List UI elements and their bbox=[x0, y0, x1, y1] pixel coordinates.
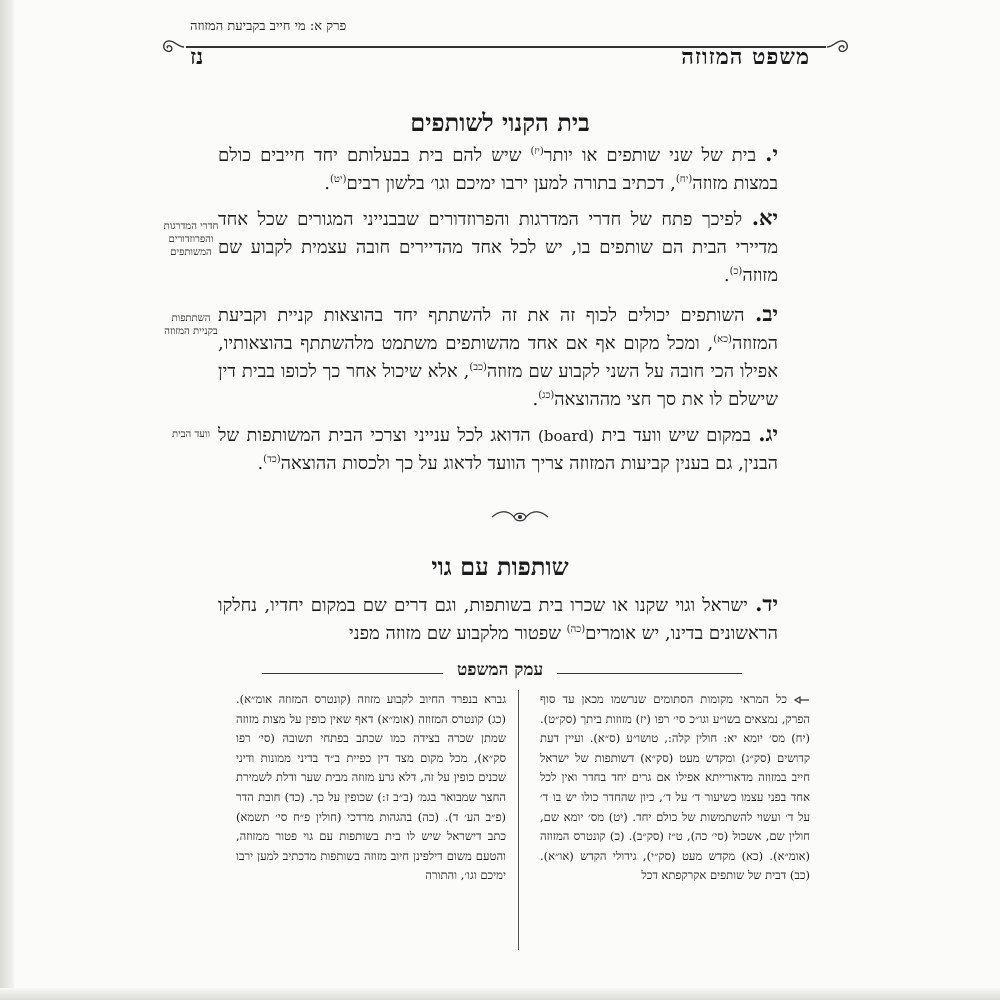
page-number: נז bbox=[190, 44, 204, 70]
footnote-ref: (יט) bbox=[330, 174, 347, 185]
footnote-ref: (כה) bbox=[566, 624, 586, 635]
paragraph-text: . bbox=[257, 453, 264, 474]
margin-note: השתתפות בקניית המזוזה bbox=[164, 313, 218, 337]
notes-title bbox=[0, 660, 1000, 680]
paragraph-text: לפיכך פתח של חדרי המדרגות והפרוזדורים שבבנייני המגורים שכל אחד מדיירי הבית הם שותפים בו, יש לכל אחד מהדיירים חובה עצמית לקבוע שם מזוזה bbox=[218, 209, 778, 286]
paragraph-text: השותפים יכולים לכוף זה את זה להשתתף יחד בהוצאות קניית וקביעת המזוזה bbox=[218, 305, 778, 354]
margin-note: חדרי המדרגות והפרוזדורים המשותפים bbox=[163, 221, 219, 258]
column-divider bbox=[518, 690, 519, 950]
footnote-ref: (כג) bbox=[538, 390, 555, 401]
footnote-ref: (כ) bbox=[729, 266, 743, 277]
section-title: שותפות עם גוי bbox=[431, 552, 569, 581]
paragraph-text: שיש להם בית בבעלותם יחד חייבים כולם במצות מזוזה bbox=[218, 145, 778, 194]
divider-ornament-icon bbox=[490, 506, 550, 528]
paragraph-number: יד. bbox=[755, 591, 778, 616]
paragraph-text: בית של שני שותפים או יותר bbox=[543, 145, 766, 166]
paragraph-text: במקום שיש וועד בית bbox=[594, 425, 759, 446]
section-title: בית הקנוי לשותפים bbox=[410, 108, 590, 137]
footnote-ref: (כא) bbox=[713, 334, 732, 345]
paragraph-text: שפטור מלקבוע שם מזוזה מפני bbox=[349, 623, 567, 644]
footnotes-right-column bbox=[540, 690, 810, 886]
swirl-ornament-icon bbox=[160, 36, 186, 58]
english-term: (board) bbox=[538, 427, 595, 445]
footnotes-left-column bbox=[236, 690, 506, 886]
running-head: פרק א: מי חייב בקביעת המזוזה bbox=[190, 19, 347, 34]
page-bottom-shadow bbox=[0, 988, 1000, 1000]
pointing-hand-icon bbox=[794, 695, 810, 705]
footnote-ref: (יז) bbox=[530, 146, 544, 157]
notes-title-text: עמק המשפט bbox=[443, 660, 557, 680]
footnote-ref: (כד) bbox=[263, 454, 281, 465]
paragraph-10 bbox=[218, 140, 778, 198]
footnote-ref: (יח) bbox=[675, 174, 693, 185]
paragraph-number: יא. bbox=[751, 205, 778, 230]
footnote-ref: (כב) bbox=[469, 362, 487, 373]
page-edge-shadow bbox=[0, 0, 14, 1000]
paragraph-13 bbox=[218, 420, 778, 478]
paragraph-number: יג. bbox=[758, 421, 778, 446]
paragraph-number: יב. bbox=[755, 301, 778, 326]
paragraph-text: , דכתיב בתורה למען ירבו ימיכם וגו׳ בלשון רבים bbox=[346, 173, 676, 194]
book-title: משפט המזוזה bbox=[681, 44, 810, 70]
paragraph-text: . bbox=[723, 265, 730, 286]
paragraph-text: הדואג לכל ענייני וצרכי הבית המשותפות של הבנין, גם בענין קביעות המזוזה צריך הוועד לדאוג על כך ולכסות ההוצאה bbox=[218, 425, 778, 474]
paragraph-number: י. bbox=[765, 141, 778, 166]
margin-note: וועד הבית bbox=[171, 429, 211, 440]
paragraph-text: , ומכל מקום אף אם אחד מהשותפים משתמט מלהשתתף בהוצאותיו, אפילו הכי חובה על השני לקבוע שם מזוזה bbox=[218, 333, 778, 382]
paragraph-text: . bbox=[532, 389, 539, 410]
paragraph-11 bbox=[218, 204, 778, 290]
swirl-ornament-icon bbox=[825, 36, 851, 58]
paragraph-text: . bbox=[324, 173, 330, 194]
paragraph-text: , אלא שיכול אחר כך לכופו בבית דין שישלם לו את סך חצי מההוצאה bbox=[218, 361, 778, 410]
footnotes-text: גברא בנפרד החיוב לקבוע מזוזה (קונטרס המזוזה אומ״א). (כג) קונטרס המזוזה (אומ״א) דאף שאין כופין על מצות מזוזה שמתן שכרה בצידה כמו שכתב בפתחי תשובה (סי׳ רפו סק״א), מכל מקום מצד דין כפיית ב״ד בדיני ממונות ודיני שכנים כופין על זה, דלא גרע מזוזה מבית שער ודלת לשמירת החצר שמבואר בגמ׳ (ב״ב ז:) שכופין על כך. (כד) חובת הדר (פ״ב הע׳ ד). (כה) בהגהות מרדכי (חולין פ״ח סי׳ תשמא) כתב דישראל שיש לו בית בשותפות עם גוי פטור ממזוזה, והטעם משום דילפינן חיוב מזוזה בשותפות מדכתיב למען ירבו ימיכם וגו׳, והתורה bbox=[236, 692, 506, 883]
paragraph-12 bbox=[218, 300, 778, 414]
paragraph-text: ישראל וגוי שקנו או שכרו בית בשותפות, וגם דרים שם במקום יחדיו, נחלקו הראשונים בדינו, יש אומרים bbox=[218, 595, 778, 644]
paragraph-14 bbox=[218, 590, 778, 648]
footnotes-text: כל המראי מקומות הסתומים שנרשמו מכאן עד סוף הפרק, נמצאים בשו״ע וגו״כ סי׳ רפו (יז) מזוזות ביתך (סק״ט). (יח) מס׳ יומא יא: חולין קלה:, טושו״ע (ס״א). ועיין דעת קדושים (סק״ג) ומקדש מעט (סק״א) דשותפות של ישראל חייב במזוזה מדאורייתא אפילו אם גרים יחד בחדר ואין לכל אחד בפני עצמו כשיעור ד׳ על ד׳, כיון שהחדר כולו יש בו ד׳ על ד׳ ועשוי להשתמשות של כולם יחד. (יט) מס׳ יומא שם, חולין שם, אשכול (סי׳ כה), ט״ז (סק״ב). (כ) קונטרס המזוזה (אומ״א). (כא) מקדש מעט (סק״י), גידולי הקדש (או״א). (כב) דבית של שותפים אקרקפתא דכל bbox=[540, 692, 810, 883]
